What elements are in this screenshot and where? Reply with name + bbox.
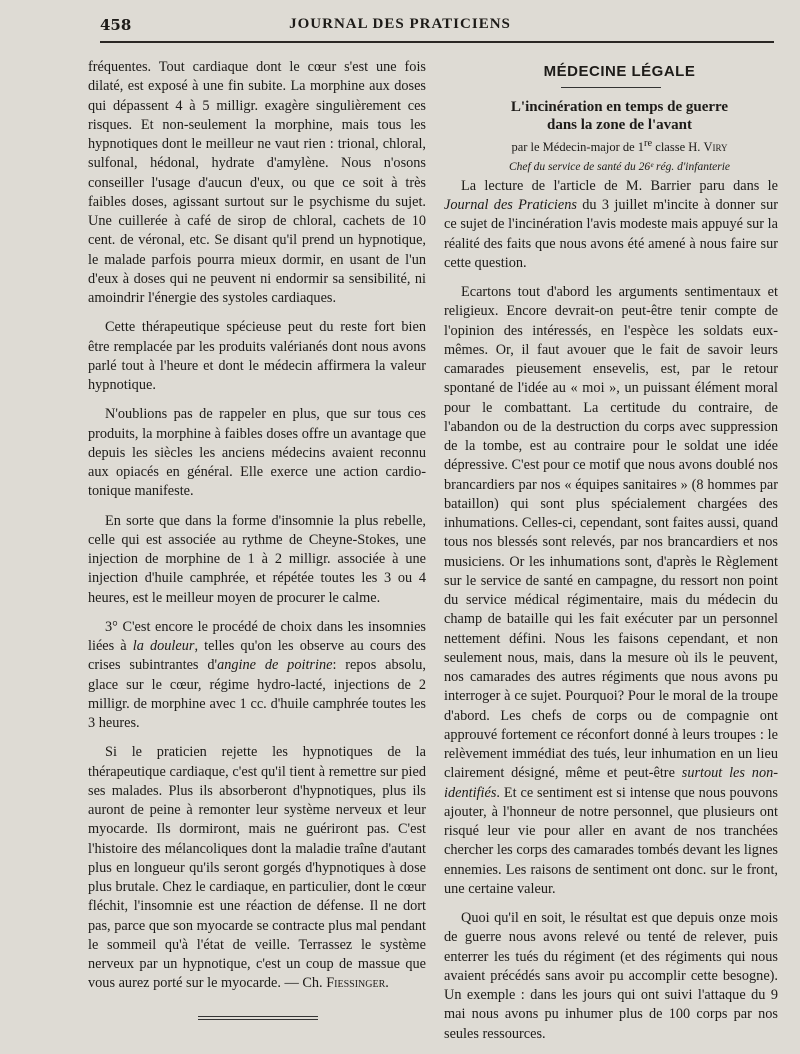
left-paragraph-5 [88,618,426,734]
author-affiliation: Chef du service de santé du 26ᵉ rég. d'infanterie [508,160,731,173]
author-signature: Fiessinger. [326,975,389,992]
article-byline [444,134,778,157]
right-p1-text-a: La lecture de l'article de M. Barrier paru dans le [461,177,778,194]
left-p5-text-a: 3° C'est encore le procédé de choix dans les insomnies liées à [88,618,426,654]
right-p2-text-b: . Et ce sentiment est si intense que nous pouvons ajouter, à l'honneur de notre personnel, que plusieurs ont risqué leur vie pour aller en avant de nos tranchées chercher les corps des camarades tombés devant les lignes ennemies. Les raisons de sentiment ont donc. sur le front, une certaine valeur. [444,784,778,897]
article-end-rule [198,1016,318,1020]
section-title: MÉDECINE LÉGALE [543,63,696,80]
left-paragraph-2: Cette thérapeutique spécieuse peut du reste fort bien être remplacée par les produits valérianés dont nous avons parlé tout à l'heure et dont le médecin affirmera la valeur hypnotique. [88,319,426,393]
header-rule [100,41,774,43]
right-p1-emphasis: Journal des Praticiens [444,197,577,214]
right-p2-emphasis: surtout les non-identifiés [444,765,778,801]
right-paragraph-1 [444,177,778,273]
page-header [0,0,800,40]
section-rule [561,87,661,88]
byline-text-b: classe H. [652,140,704,155]
left-paragraph-3: N'oublions pas de rappeler en plus, que sur tous ces produits, la morphine à faibles doses offre un avantage que depuis les siècles les anciens médecins avaient reconnu aux opiacés en général. Elle exerce une action cardio-tonique manifeste. [88,406,426,500]
left-p6-text: Si le praticien rejette les hypnotiques de la thérapeutique cardiaque, c'est qu'il tient à remettre sur pied ses malades. Plus ils absorberont d'hypnotiques, plus ils auront de peine à remonter leur système nerveux et leur myocarde. Ils dormiront, mais ne guériront pas. C'est l'histoire des mélancoliques dont la maladie traîne d'autant plus en longueur qu'ils seront gorgés d'hypnotiques à dose plus brutale. Chez le cardiaque, en particulier, dont le cœur fléchit, l'insomnie est une réaction de défense. Il ne dort pas, parce que son myocarde se contracte plus mal pendant le sommeil qu'à l'état de veille. Terrassez le système nerveux par un hypnotique, c'est un coup de massue que vous aurez porté sur le myocarde. — Ch. [88,744,426,992]
left-p5-text-b: , telles qu'on les observe au cours des crises subintrantes d' [88,638,426,674]
left-paragraph-4: En sorte que dans la forme d'insomnie la plus rebelle, celle qui est associée au rythme de Cheyne-Stokes, une injection de morphine de 1 à 2 milligr. associée à une injection d'huile camphrée, et répétée toutes les 3 ou 4 heures, est le meilleur moyen de procurer le calme. [88,512,426,606]
left-paragraph-1: fréquentes. Tout cardiaque dont le cœur s'est une fois dilaté, est exposé à une fin subite. La morphine aux doses qui dépassent 4 à 5 milligr. exagère singulièrement ces risques. Et non-seulement la morphine, mais tous les hypnotiques dont le meilleur ne vaut rien : trional, chloral, sulfonal, hédonal, hydrate d'amylène. Nous n'osons conseiller l'usage d'aucun d'eux, ou que ce soit à très faibles doses, agissant surtout sur le psychisme du sujet. Une cuillerée à café de sirop de chloral, cachets de 10 cent. de véronal, etc. Se disant qu'il prend un hypnotique, le malade parfois pourra mieux dormir, en usant de l'un d'eux à doses qui ne peuvent ni endormir sa sensibilité, ni amoindrir l'énergie des systoles cardiaques. [88,59,426,306]
left-column [88,58,426,1020]
left-paragraph-6 [88,743,426,993]
left-p5-emphasis-1: la douleur [132,638,195,654]
page-number: 458 [100,16,132,34]
right-column [444,58,778,1044]
right-paragraph-3: Quoi qu'il en soit, le résultat est que depuis onze mois de guerre nous avons relevé ou tenté de relever, puis enterrer les tués du régiment (et des régiments qui nous avaient précédés sans avoir pu accomplir cette besogne). Un exemple : dans les jours qui ont suivi l'attaque du 9 mai nous avons pu inhumer plus de 100 corps par nos seules ressources. [444,910,778,1042]
journal-title: JOURNAL DES PRATICIENS [289,16,511,32]
article-title-line-1: L'incinération en temps de guerre [510,99,729,116]
left-p5-emphasis-2: angine de poitrine [217,657,333,674]
left-p5-text-c: : repos absolu, glace sur le cœur, régime hydro-lacté, injections de 2 milligr. de morphine avec 1 cc. d'huile camphrée toutes les 3 heures. [88,657,427,731]
right-p2-text-a: Ecartons tout d'abord les arguments sentimentaux et religieux. Encore devrait-on peut-être tenir compte de l'opinion des intéressés, en l'espèce les soldats eux-mêmes. Or, il faut avouer que le fait de savoir leurs camarades pieusement ensevelis, est, par le retour spontané de l'idée au « moi », un puissant élément moral pour le combattant. La certitude du contraire, de l'abandon ou de la destruction du corps avec suppression de la tombe, est au contraire pour le soldat une idée dépressive. C'est pour ce motif que nous avons doublé nos brancardiers par nos « équipes sanitaires » (8 hommes par bataillon) qui sont plus spécialement chargées des inhumations. Celles-ci, cependant, sont faites aussi, quand tous nos blessés sont relevés, par nos brancardiers et nos musiciens. Or les inhumations sont, d'après le Règlement sur le service de santé en campagne, du ressort non point du service médical régimentaire, mais du médecin du champ de bataille qui les fait exécuter par un personnel nettement défini. Nous les faisons cependant, et non seulement nous, mais, dans la mesure où ils le peuvent, nos camarades des autres régiments que nous avons pu interroger à ce sujet. Pourquoi? Pour le moral de la troupe d'abord. Les chefs de corps ou de compagnie ont approuvé fortement ce réconfort donné à leurs troupes : le relèvement immédiat des tués, leur inhumation en un lieu clairement désigné, même et peut-être [444,284,778,782]
byline-text-a: par le Médecin-major de 1 [511,140,645,155]
right-p1-text-b: du 3 juillet m'incite à donner sur ce sujet de l'incinération l'avis modeste mais appuyé sur la réalité des faits que nous avons été amené à nous faire sur cette question. [444,197,778,271]
byline-author-name: Viry [703,140,728,155]
article-title-line-2: dans la zone de l'avant [546,117,693,134]
byline-superscript: re [644,138,653,150]
right-paragraph-2 [444,283,778,899]
